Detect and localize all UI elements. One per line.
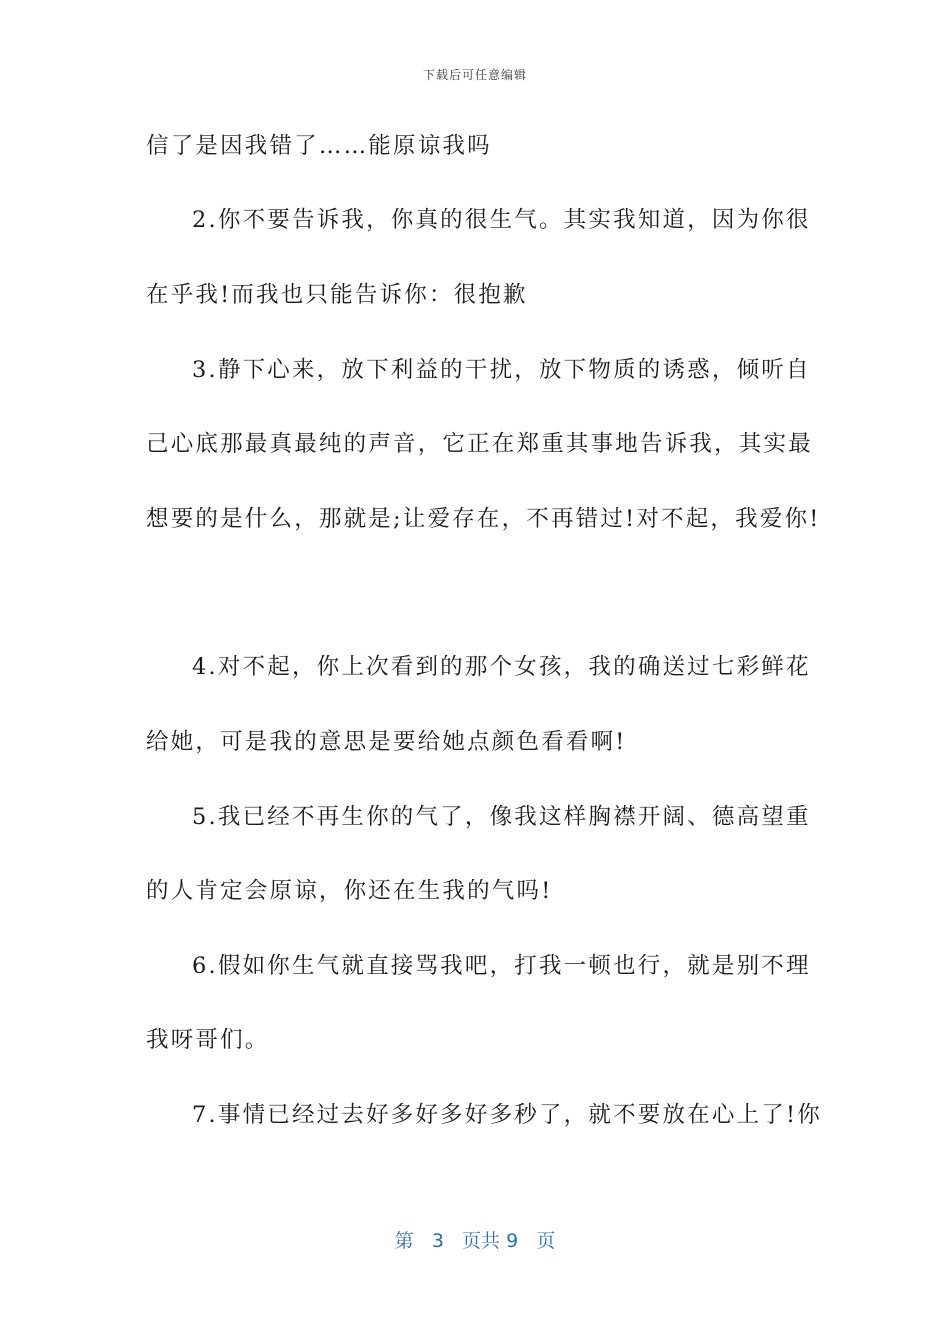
paragraph-line: 5.我已经不再生你的气了，像我这样胸襟开阔、德高望重 bbox=[192, 804, 811, 830]
current-page-number: 3 bbox=[431, 1230, 444, 1252]
paragraph-line: 想要的是什么，那就是;让爱存在，不再错过!对不起，我爱你! bbox=[146, 506, 821, 532]
total-pages-number: 9 bbox=[506, 1230, 519, 1252]
footer-suffix: 页 bbox=[536, 1230, 556, 1252]
header-note: 下载后可任意编辑 bbox=[422, 68, 527, 82]
paragraph-line: 3.静下心来，放下利益的干扰，放下物质的诱惑，倾听自 bbox=[192, 357, 811, 383]
paragraph-line: 7.事情已经过去好多好多好多秒了，就不要放在心上了!你 bbox=[192, 1102, 822, 1128]
paragraph-line: 6.假如你生气就直接骂我吧，打我一顿也行，就是别不理 bbox=[192, 953, 811, 979]
footer-prefix: 第 bbox=[394, 1230, 414, 1252]
paragraph-line: 2.你不要告诉我，你真的很生气。其实我知道，因为你很 bbox=[192, 207, 811, 233]
footer-middle: 页共 bbox=[462, 1230, 501, 1252]
paragraph-line: 我呀哥们。 bbox=[146, 1027, 270, 1053]
paragraph-line: 给她，可是我的意思是要给她点颜色看看啊! bbox=[146, 729, 627, 755]
paragraph-line: 己心底那最真最纯的声音，它正在郑重其事地告诉我，其实最 bbox=[146, 431, 813, 457]
paragraph-line: 4.对不起，你上次看到的那个女孩，我的确送过七彩鲜花 bbox=[192, 654, 811, 680]
paragraph-line: 的人肯定会原谅，你还在生我的气吗! bbox=[146, 878, 553, 904]
page-footer bbox=[0, 1226, 950, 1253]
paragraph-line: 在乎我!而我也只能告诉你：很抱歉 bbox=[146, 282, 528, 308]
paragraph-line: 信了是因我错了……能原谅我吗 bbox=[146, 133, 492, 159]
